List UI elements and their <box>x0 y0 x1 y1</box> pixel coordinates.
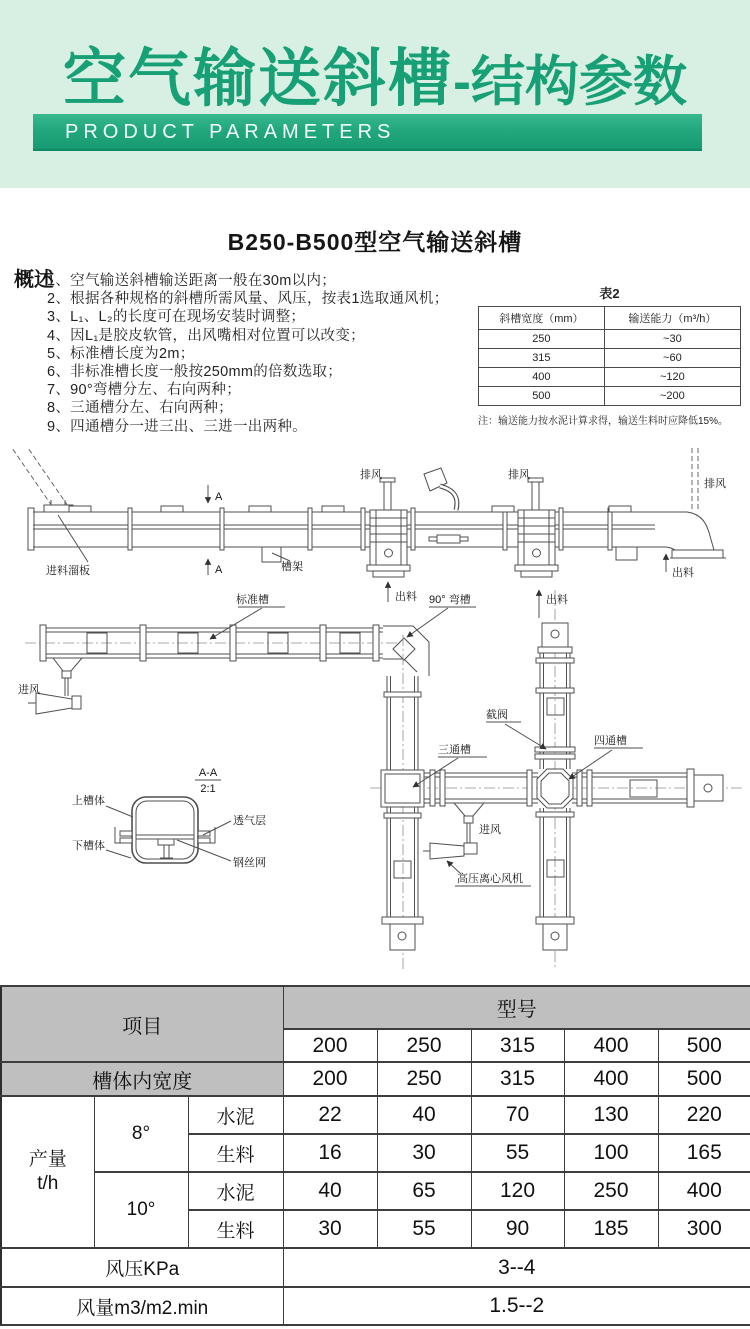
cell: 500 <box>658 1029 750 1062</box>
engineering-diagram <box>0 440 750 985</box>
side-view-drawing <box>12 448 726 603</box>
page-title-sub: -结构参数 <box>453 52 687 113</box>
cell: 120 <box>471 1172 564 1210</box>
lower-body-label: 下槽体 <box>72 840 105 852</box>
cell: 55 <box>377 1210 471 1248</box>
cell: 130 <box>564 1096 658 1134</box>
section-scale-label: 2:1 <box>200 783 216 795</box>
cell: 16 <box>283 1134 377 1172</box>
cell: 400 <box>479 368 605 387</box>
cell: 250 <box>377 1029 471 1062</box>
parameters-table <box>0 985 750 1326</box>
capacity-header-cell <box>1 1096 94 1248</box>
table-row <box>1 1287 750 1325</box>
three-way-label: 三通槽 <box>438 744 471 756</box>
inlet-fan-assembly <box>423 803 484 859</box>
overview-item: 2、根据各种规格的斜槽所需风量、风压，按表1选取通风机； <box>47 291 449 308</box>
cell: 315 <box>471 1029 564 1062</box>
cell: 400 <box>564 1029 658 1062</box>
cell: 输送能力（m³/h） <box>604 307 740 330</box>
cell: ~200 <box>604 387 740 406</box>
elbow-90-label: 90° 弯槽 <box>429 594 471 606</box>
cell: 315 <box>479 349 605 368</box>
cell: 500 <box>658 1062 750 1096</box>
angle-cell: 8° <box>94 1096 188 1172</box>
pressure-header: 风压KPa <box>1 1248 283 1287</box>
air-separator-box <box>515 478 558 577</box>
cell: 55 <box>471 1134 564 1172</box>
item-header-cell: 项目 <box>1 986 283 1062</box>
discharge-elbow <box>655 448 726 558</box>
four-way-label: 四通槽 <box>594 735 627 747</box>
capacity-unit: t/h <box>37 1173 59 1194</box>
cell: 400 <box>564 1062 658 1096</box>
cell: 315 <box>471 1062 564 1096</box>
model-header-cell: 型号 <box>283 986 750 1029</box>
overview-item: 7、90°弯槽分左、右向两种； <box>47 382 241 399</box>
discharge-label: 出料 <box>672 567 694 579</box>
cell: 40 <box>283 1172 377 1210</box>
table-row <box>479 368 741 387</box>
exhaust-label: 排风 <box>360 469 382 481</box>
branch-network-drawing <box>370 590 745 970</box>
section-mark-label: A <box>215 564 223 576</box>
vertical-chute-left <box>381 676 424 950</box>
cell: 70 <box>471 1096 564 1134</box>
material-cell: 生料 <box>188 1210 283 1248</box>
capacity-label: 产量 <box>28 1149 67 1170</box>
table-row <box>479 307 741 330</box>
cell: ~60 <box>604 349 740 368</box>
page-title-main: 空气输送斜槽 <box>63 44 453 115</box>
material-cell: 水泥 <box>188 1172 283 1210</box>
cell: 90 <box>471 1210 564 1248</box>
plan-elbow-90 <box>383 626 429 676</box>
cell: 200 <box>283 1062 377 1096</box>
cell: 40 <box>377 1096 471 1134</box>
width-row-header: 槽体内宽度 <box>1 1062 283 1096</box>
cell: 250 <box>564 1172 658 1210</box>
overview-list <box>47 272 487 436</box>
air-inlet-label: 进风 <box>18 684 40 696</box>
table-row <box>1 1096 750 1134</box>
angle-cell: 10° <box>94 1172 188 1248</box>
hp-fan-label: 高压离心风机 <box>457 873 523 885</box>
cell: 100 <box>564 1134 658 1172</box>
airflow-value: 1.5--2 <box>283 1287 750 1325</box>
cell: 65 <box>377 1172 471 1210</box>
bottom-fitting <box>429 535 468 543</box>
chute-support <box>616 547 637 560</box>
cell: 斜槽宽度（mm） <box>479 307 605 330</box>
overview-item: 5、标准槽长度为2m； <box>47 345 195 362</box>
overview-item: 6、非标准槽长度一般按250mm的倍数选取； <box>47 364 343 381</box>
hero-header <box>0 0 750 188</box>
pressure-value: 3--4 <box>283 1248 750 1287</box>
overview-item: 9、四通槽分一进三出、三进一出两种。 <box>47 418 307 435</box>
product-parameters-banner: PRODUCT PARAMETERS <box>33 114 702 151</box>
cell: 200 <box>283 1029 377 1062</box>
table-row <box>479 330 741 349</box>
inlet-horn <box>424 468 457 510</box>
overview-item: 4、因L₁是胶皮软管，出风嘴相对位置可以改变； <box>47 327 365 344</box>
table-row <box>1 1248 750 1287</box>
section-aa-detail <box>72 767 266 869</box>
material-cell: 水泥 <box>188 1096 283 1134</box>
section-name-label: A-A <box>198 767 218 779</box>
four-way-junction <box>537 769 573 808</box>
cell: 250 <box>479 330 605 349</box>
cell: 30 <box>377 1134 471 1172</box>
chute-frame-label: 槽架 <box>281 561 303 573</box>
cell: 165 <box>658 1134 750 1172</box>
exhaust-label: 排风 <box>704 478 726 490</box>
capacity-table-title: 表2 <box>599 286 620 301</box>
exhaust-label: 排风 <box>508 469 530 481</box>
overview-item: 3、L₁、L₂的长度可在现场安装时调整； <box>47 309 306 326</box>
chute-support <box>262 547 281 562</box>
cell: ~120 <box>604 368 740 387</box>
permeable-layer-label: 透气层 <box>233 815 266 827</box>
feed-plate-label: 进料溜板 <box>46 565 90 577</box>
cell: 30 <box>283 1210 377 1248</box>
capacity-table-note: 注：输送能力按水泥计算求得，输送生料时应降低15%。 <box>478 416 729 427</box>
capacity-table-block <box>478 283 741 427</box>
cell: 250 <box>377 1062 471 1096</box>
overview-heading: 概述 <box>14 269 54 291</box>
cutoff-valve-label: 截阀 <box>486 709 508 721</box>
cell: 300 <box>658 1210 750 1248</box>
table-row <box>1 1172 750 1210</box>
table-row <box>1 1062 750 1096</box>
discharge-label: 出料 <box>395 591 417 603</box>
discharge-label: 出料 <box>546 594 568 606</box>
table-row <box>479 387 741 406</box>
air-inlet-label: 进风 <box>479 824 501 836</box>
table-row <box>479 349 741 368</box>
air-separator-box <box>367 478 410 577</box>
cell: 185 <box>564 1210 658 1248</box>
airflow-header: 风量m3/m2.min <box>1 1287 283 1325</box>
overview-item: 8、三通槽分左、右向两种； <box>47 400 233 417</box>
table-row <box>1 986 750 1029</box>
capacity-table <box>478 306 741 406</box>
cell: 400 <box>658 1172 750 1210</box>
material-cell: 生料 <box>188 1134 283 1172</box>
wire-mesh-label: 钢丝网 <box>233 857 266 869</box>
overview-item: 1、空气输送斜槽输送距离一般在30m以内； <box>47 273 337 289</box>
upper-body-label: 上槽体 <box>72 795 105 807</box>
standard-chute-label: 标准槽 <box>236 594 269 606</box>
section-mark-label: A <box>215 491 223 503</box>
cell: 22 <box>283 1096 377 1134</box>
cell: 220 <box>658 1096 750 1134</box>
cell: ~30 <box>604 330 740 349</box>
cell: 500 <box>479 387 605 406</box>
doc-title: B250-B500型空气输送斜槽 <box>227 229 523 256</box>
